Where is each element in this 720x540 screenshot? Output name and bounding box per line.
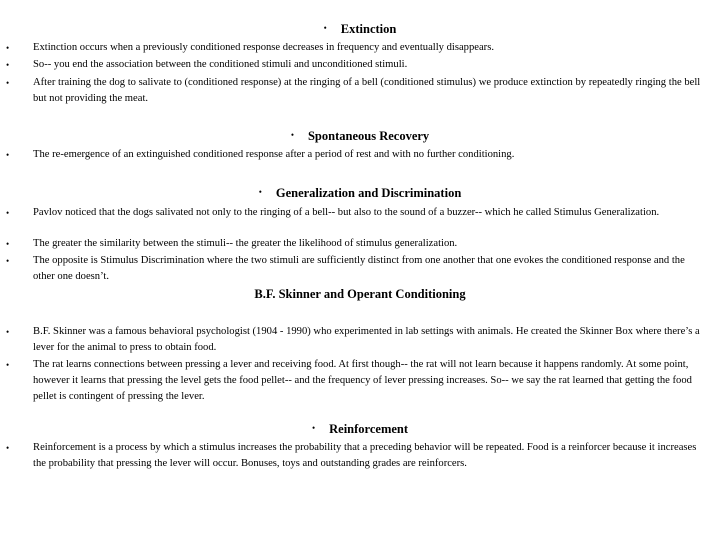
bullet-icon: • [6, 208, 10, 218]
list-item-text: The re-emergence of an extinguished conditioned response after a period of rest and with no further conditioning. [33, 149, 515, 160]
heading-bullet: • [290, 130, 294, 140]
heading-text: Spontaneous Recovery [307, 129, 430, 143]
heading-reinforcement [0, 422, 720, 438]
list-item-text: The opposite is Stimulus Discrimination where the two stimuli are sufficiently distinct from one another that one evokes the conditioned response and the other one doesn’t. [33, 255, 685, 282]
heading-skinner [0, 287, 720, 302]
heading-text: Reinforcement [329, 422, 409, 436]
bullet-icon: • [6, 78, 10, 88]
list-item-text: Reinforcement is a process by which a stimulus increases the probability that a preceding behavior will be repeated. Food is a reinforcer because it increases the probability that pressing the lever will occur. Bonuses, toys and outstanding grades are reinforcers. [33, 442, 697, 469]
list-item-text: Extinction occurs when a previously conditioned response decreases in frequency and eventually disappears. [33, 42, 494, 53]
bullet-icon: • [6, 327, 10, 337]
bullet-icon: • [6, 360, 10, 370]
heading-generalization [0, 186, 720, 202]
list-item-text: Pavlov noticed that the dogs salivated not only to the ringing of a bell-- but also to the sound of a buzzer-- which he called Stimulus Generalization. [33, 207, 660, 218]
list-item-text: After training the dog to salivate to (conditioned response) at the ringing of a bell (conditioned stimulus) we produce extinction by repeatedly ringing the bell but not providing the meat. [33, 77, 701, 104]
heading-extinction [0, 22, 720, 38]
bullet-icon: • [6, 43, 10, 53]
heading-text: Generalization and Discrimination [275, 186, 462, 200]
bullet-icon: • [6, 256, 10, 266]
heading-bullet: • [311, 423, 316, 433]
bullet-icon: • [6, 239, 10, 249]
list-item-text: B.F. Skinner was a famous behavioral psychologist (1904 - 1990) who experimented in lab settings with animals. He created the Skinner Box where there’s a lever for the animal to press to obtain food. [33, 326, 700, 353]
list-item-text: So-- you end the association between the conditioned stimuli and unconditioned stimuli. [33, 59, 408, 70]
bullet-icon: • [6, 150, 10, 160]
list-item-text: The rat learns connections between pressing a lever and receiving food. At first though-- the rat will not learn because it happens randomly. At some point, however it learns that pressing the level gets the food pellet-- and the frequency of lever pressing increases. So-- we say the rat learned that getting the food pellet is contingent of pressing the lever. [33, 359, 692, 402]
bullet-icon: • [6, 60, 10, 70]
list-item-text: The greater the similarity between the stimuli-- the greater the likelihood of stimulus generalization. [33, 238, 458, 249]
heading-bullet: • [258, 187, 262, 197]
heading-text: Extinction [340, 22, 397, 36]
bullet-icon: • [6, 443, 10, 453]
heading-text: B.F. Skinner and Operant Conditioning [254, 287, 466, 301]
heading-spontaneous-recovery [0, 129, 720, 145]
heading-bullet: • [323, 23, 327, 33]
